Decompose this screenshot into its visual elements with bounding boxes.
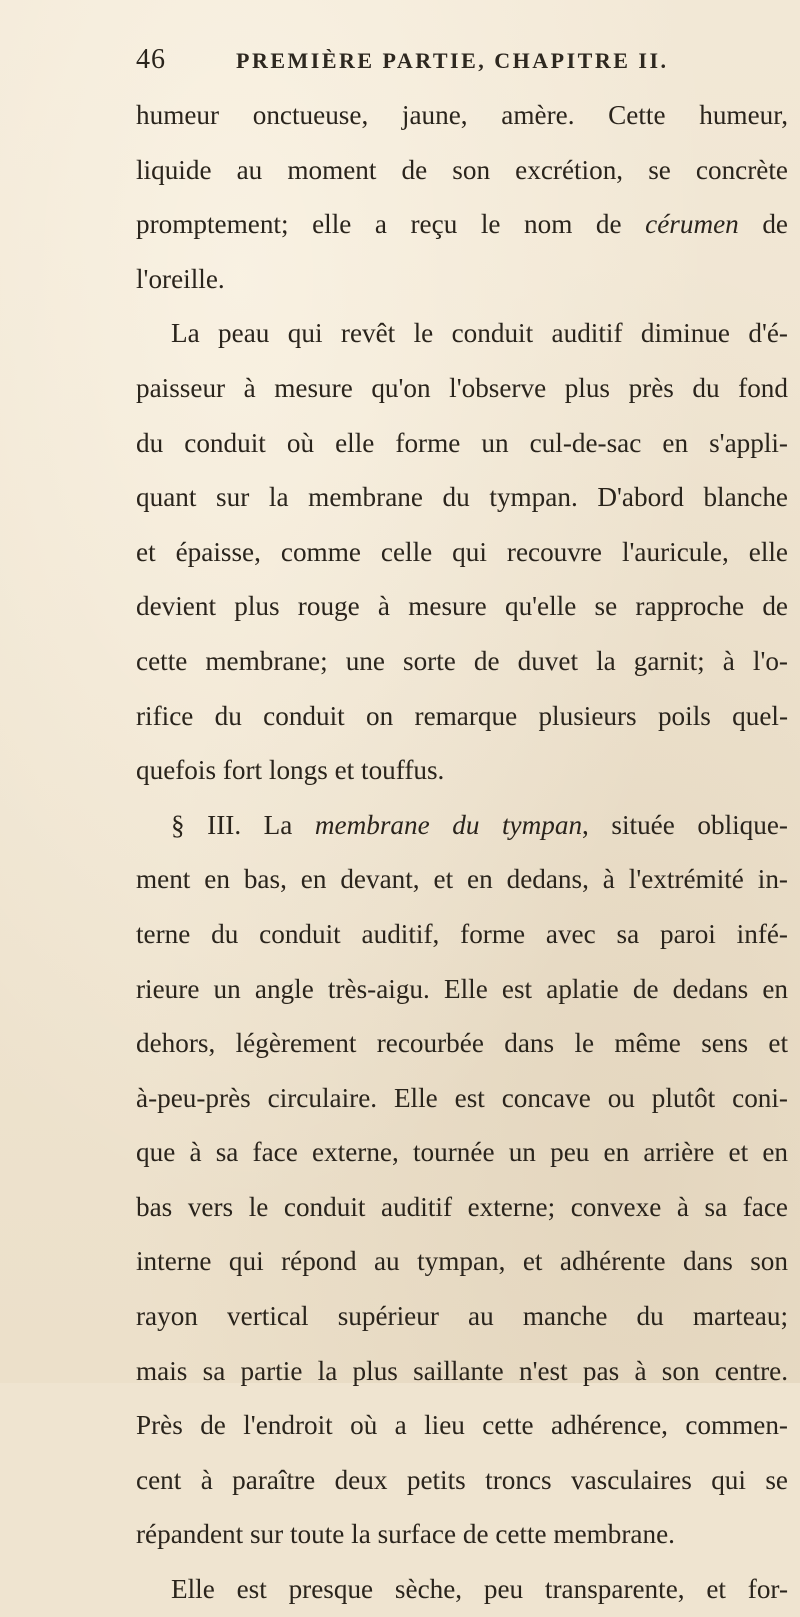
text-line [136, 798, 788, 853]
text-line [136, 197, 788, 252]
text-line: l'oreille. [136, 263, 225, 294]
text-line: et épaisse, comme celle qui recouvre l'auricule, elle [136, 536, 788, 567]
body-text [136, 88, 788, 1617]
text-line: rifice du conduit on remarque plusieurs poils quel- [136, 700, 788, 731]
italic-term: membrane du tympan [314, 809, 583, 840]
text-segment: promptement; elle a reçu le nom de [136, 209, 646, 240]
running-head: PREMIÈRE PARTIE, CHAPITRE II. [236, 48, 669, 73]
text-line: Elle est presque sèche, peu transparente, et for- [171, 1574, 788, 1605]
text-line: bas vers le conduit auditif externe; convexe à sa face [136, 1191, 788, 1222]
text-line: Près de l'endroit où a lieu cette adhérence, commen- [136, 1410, 788, 1441]
text-line: mais sa partie la plus saillante n'est pas à son centre. [136, 1355, 788, 1386]
italic-term: cérumen [645, 209, 739, 240]
text-line: terne du conduit auditif, forme avec sa paroi infé- [136, 918, 788, 949]
text-line: liquide au moment de son excrétion, se concrète [136, 154, 788, 185]
text-segment: , située oblique- [582, 809, 788, 840]
text-line: devient plus rouge à mesure qu'elle se rapproche de [136, 591, 788, 622]
text-line: La peau qui revêt le conduit auditif diminue d'é- [171, 318, 788, 349]
text-line: rieure un angle très-aigu. Elle est aplatie de dedans en [136, 973, 788, 1004]
text-segment: § III. La [171, 809, 315, 840]
text-line: répandent sur toute la surface de cette membrane. [136, 1519, 675, 1550]
text-line: quant sur la membrane du tympan. D'abord blanche [136, 482, 788, 513]
text-line: paisseur à mesure qu'on l'observe plus près du fond [136, 372, 788, 403]
text-line: cent à paraître deux petits troncs vasculaires qui se [136, 1464, 788, 1495]
text-line: que à sa face externe, tournée un peu en arrière et en [136, 1137, 788, 1168]
page-number: 46 [136, 44, 166, 75]
text-line: humeur onctueuse, jaune, amère. Cette humeur, [136, 100, 788, 130]
text-line: du conduit où elle forme un cul-de-sac en s'appli- [136, 427, 788, 458]
text-line: ment en bas, en devant, et en dedans, à l'extrémité in- [136, 864, 788, 895]
text-line: à-peu-près circulaire. Elle est concave ou plutôt coni- [136, 1082, 788, 1113]
text-line: cette membrane; une sorte de duvet la garnit; à l'o- [136, 645, 788, 676]
text-line: dehors, légèrement recourbée dans le même sens et [136, 1028, 788, 1059]
text-line: interne qui répond au tympan, et adhérente dans son [136, 1246, 788, 1277]
text-line: quefois fort longs et touffus. [136, 755, 445, 786]
text-segment: de [738, 209, 788, 240]
page-header [136, 44, 776, 84]
text-line: rayon vertical supérieur au manche du marteau; [136, 1301, 788, 1332]
